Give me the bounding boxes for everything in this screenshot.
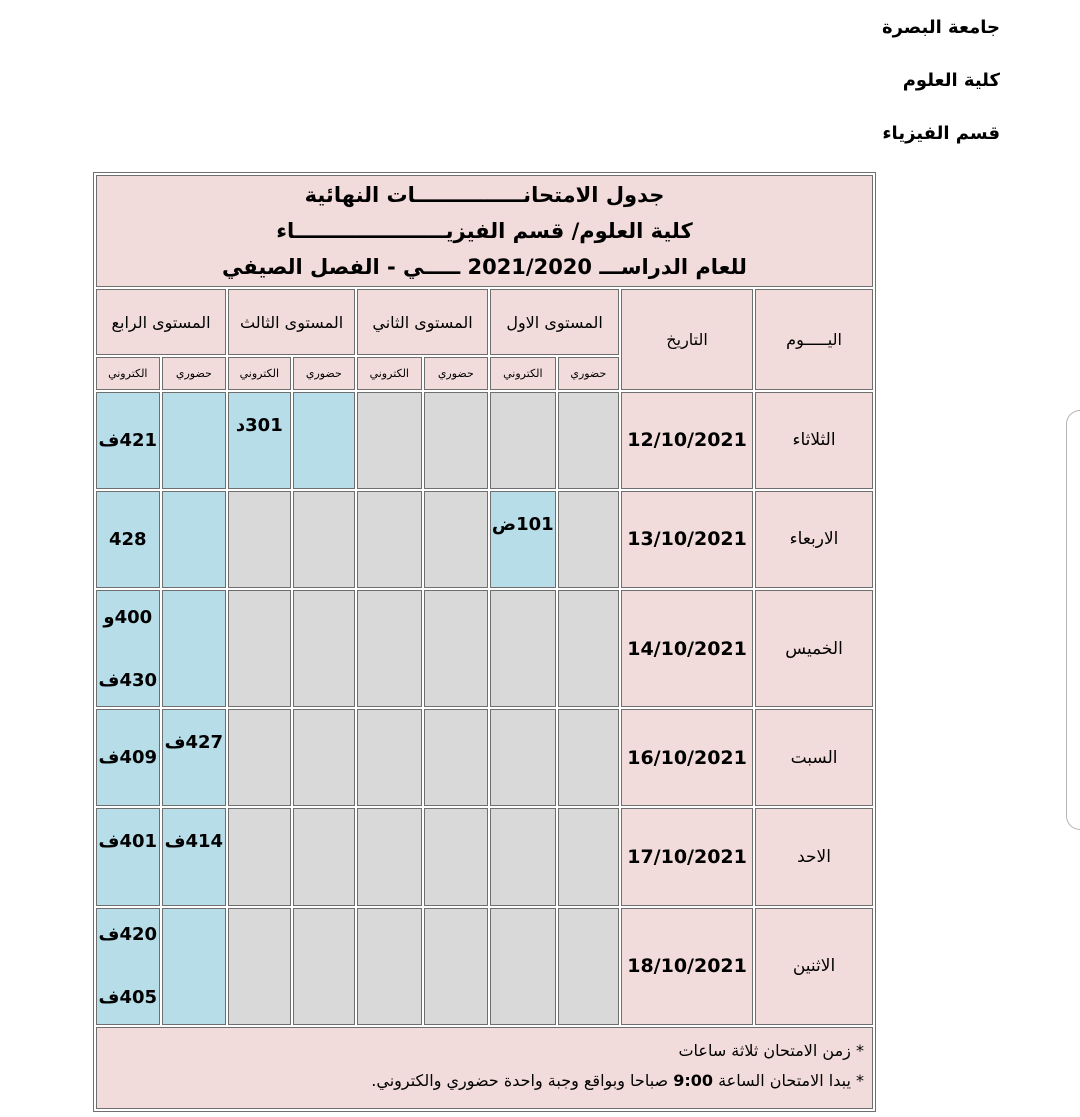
empty-cell	[357, 908, 422, 1026]
day-cell: السبت	[755, 709, 873, 806]
col-header-date: التاريخ	[621, 289, 753, 389]
empty-cell	[162, 491, 227, 588]
table-title	[96, 175, 873, 287]
sub-header-in-person: حضوري	[558, 357, 619, 390]
empty-cell	[490, 709, 556, 806]
exam-code: 405ف	[98, 987, 158, 1009]
exam-code-cell	[96, 908, 160, 1026]
date-cell: 13/10/2021	[621, 491, 753, 588]
table-row	[96, 908, 873, 1026]
empty-cell	[357, 491, 422, 588]
day-cell: الاثنين	[755, 908, 873, 1026]
university-name: جامعة البصرة	[881, 17, 1000, 38]
sub-header-online: الكتروني	[357, 357, 422, 390]
empty-cell	[162, 392, 227, 489]
exam-schedule-table	[93, 172, 876, 1112]
empty-cell	[228, 908, 290, 1026]
empty-cell	[293, 491, 355, 588]
empty-cell	[558, 808, 619, 905]
exam-code-cell: 414ف	[162, 808, 227, 905]
empty-cell	[228, 590, 290, 708]
empty-cell	[558, 908, 619, 1026]
empty-cell	[490, 808, 556, 905]
empty-cell	[490, 908, 556, 1026]
empty-cell	[424, 709, 489, 806]
day-cell: الخميس	[755, 590, 873, 708]
day-cell: الثلاثاء	[755, 392, 873, 489]
sub-header-in-person: حضوري	[162, 357, 227, 390]
exam-code-cell	[96, 590, 160, 708]
exam-code-cell: 427ف	[162, 709, 227, 806]
empty-cell	[162, 908, 227, 1026]
empty-cell	[490, 590, 556, 708]
empty-cell	[558, 491, 619, 588]
empty-cell	[558, 392, 619, 489]
empty-cell	[228, 491, 290, 588]
empty-cell	[293, 590, 355, 708]
date-cell: 16/10/2021	[621, 709, 753, 806]
sub-header-online: الكتروني	[490, 357, 556, 390]
table-row	[96, 709, 873, 806]
exam-code-cell: 401ف	[96, 808, 160, 905]
exam-code: 420ف	[98, 924, 158, 946]
empty-cell	[424, 590, 489, 708]
note-start-time: * يبدا الامتحان الساعة 9:00 صباحا وبواقع وجبة واحدة حضوري والكتروني.	[371, 1071, 864, 1091]
empty-cell	[558, 590, 619, 708]
table-row	[96, 392, 873, 489]
col-header-day: اليـــــوم	[755, 289, 873, 389]
exam-code: 400و	[103, 606, 153, 628]
title-line-2: كلية العلوم/ قسم الفيزيـــــــــــــــــــــاء	[276, 219, 693, 244]
day-cell: الاربعاء	[755, 491, 873, 588]
title-line-3: للعام الدراســـ 2021/2020 ـــــي - الفصل الصيفي	[222, 255, 747, 280]
empty-cell	[558, 709, 619, 806]
empty-cell	[424, 908, 489, 1026]
empty-cell	[228, 709, 290, 806]
notes-cell	[96, 1027, 873, 1109]
college-name: كلية العلوم	[902, 70, 1000, 91]
empty-cell	[293, 392, 355, 489]
exam-code-cell: 101ض	[490, 491, 556, 588]
col-header-level-1: المستوى الاول	[490, 289, 619, 354]
empty-cell	[357, 808, 422, 905]
empty-cell	[424, 392, 489, 489]
exam-code: 430ف	[98, 669, 158, 691]
empty-cell	[357, 709, 422, 806]
sub-header-in-person: حضوري	[293, 357, 355, 390]
exam-code-cell: 409ف	[96, 709, 160, 806]
empty-cell	[357, 392, 422, 489]
empty-cell	[293, 908, 355, 1026]
col-header-level-4: المستوى الرابع	[96, 289, 226, 354]
start-time: 9:00	[673, 1071, 713, 1091]
empty-cell	[424, 491, 489, 588]
day-cell: الاحد	[755, 808, 873, 905]
note-duration: * زمن الامتحان ثلاثة ساعات	[678, 1041, 864, 1061]
exam-code-cell: 301د	[228, 392, 290, 489]
date-cell: 17/10/2021	[621, 808, 753, 905]
sub-header-online: الكتروني	[96, 357, 160, 390]
empty-cell	[357, 590, 422, 708]
empty-cell	[293, 709, 355, 806]
scroll-side-tab[interactable]	[1066, 410, 1080, 830]
empty-cell	[228, 808, 290, 905]
empty-cell	[424, 808, 489, 905]
empty-cell	[162, 590, 227, 708]
exam-code-cell: 428	[96, 491, 160, 588]
department-name: قسم الفيزياء	[882, 123, 1000, 144]
sub-header-in-person: حضوري	[424, 357, 489, 390]
empty-cell	[490, 392, 556, 489]
table-row	[96, 590, 873, 708]
exam-code-cell: 421ف	[96, 392, 160, 489]
sub-header-online: الكتروني	[228, 357, 290, 390]
date-cell: 18/10/2021	[621, 908, 753, 1026]
date-cell: 12/10/2021	[621, 392, 753, 489]
empty-cell	[293, 808, 355, 905]
table-row	[96, 491, 873, 588]
table-row	[96, 808, 873, 905]
title-line-1: جدول الامتحانـــــــــــــــات النهائية	[304, 183, 665, 208]
col-header-level-2: المستوى الثاني	[357, 289, 488, 354]
col-header-level-3: المستوى الثالث	[228, 289, 355, 354]
date-cell: 14/10/2021	[621, 590, 753, 708]
